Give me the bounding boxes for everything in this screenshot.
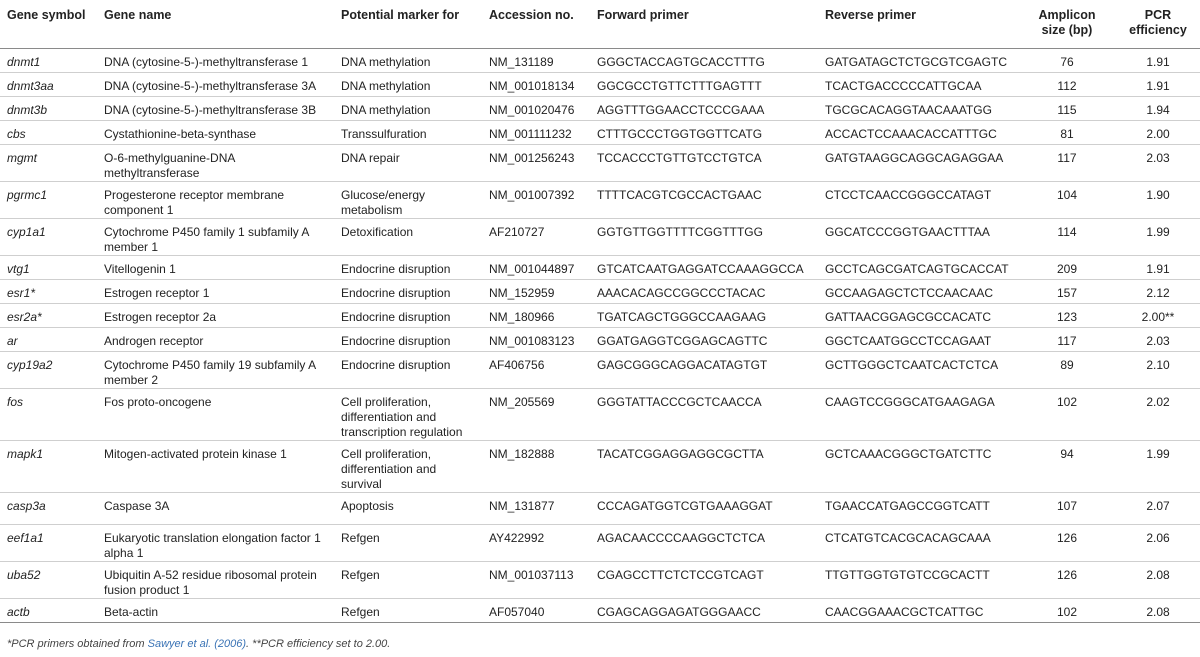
cell-amplicon-size: 126 [1056, 530, 1078, 545]
cell-marker: Endocrine disruption [341, 357, 451, 372]
header-reverse-primer: Reverse primer [825, 8, 917, 22]
cell-pcr-efficiency: 2.06 [1146, 530, 1170, 545]
cell-forward-primer: TTTTCACGTCGCCACTGAAC [597, 187, 762, 202]
cell-reverse-primer: GCCAAGAGCTCTCCAACAAC [825, 285, 994, 300]
table-row [0, 144, 1200, 181]
cell-gene-symbol: esr2a* [7, 309, 42, 324]
cell-pcr-efficiency: 1.99 [1146, 224, 1170, 239]
cell-amplicon-size: 89 [1060, 357, 1074, 372]
cell-reverse-primer: GCTTGGGCTCAATCACTCTCA [825, 357, 999, 372]
cell-amplicon-size: 209 [1056, 261, 1078, 276]
cell-reverse-primer: CTCCTCAACCGGGCCATAGT [825, 187, 992, 202]
cell-forward-primer: AGGTTTGGAACCTCCCGAAA [597, 102, 765, 117]
cell-reverse-primer: GATGTAAGGCAGGCAGAGGAA [825, 150, 1004, 165]
cell-gene-symbol: dnmt3aa [7, 78, 54, 93]
cell-reverse-primer: TGCGCACAGGTAACAAATGG [825, 102, 992, 117]
header-amplicon-size: Amplicon size (bp) [1038, 8, 1096, 37]
cell-gene-symbol: esr1* [7, 285, 36, 300]
cell-marker: Refgen [341, 567, 380, 582]
table-row [0, 255, 1200, 279]
cell-amplicon-size: 107 [1056, 498, 1078, 513]
table-row [0, 351, 1200, 388]
cell-reverse-primer: TCACTGACCCCCATTGCAA [825, 78, 982, 93]
cell-accession-no: NM_131877 [489, 498, 555, 513]
cell-marker: Apoptosis [341, 498, 394, 513]
table-row [0, 440, 1200, 492]
cell-marker: DNA methylation [341, 54, 431, 69]
table-row [0, 561, 1200, 598]
citation-link[interactable]: Sawyer et al. (2006) [147, 638, 247, 650]
cell-accession-no: NM_205569 [489, 394, 555, 409]
cell-gene-name: Progesterone receptor membrane component 1 [104, 187, 285, 217]
cell-accession-no: NM_152959 [489, 285, 555, 300]
table-row [0, 218, 1200, 255]
cell-amplicon-size: 117 [1057, 150, 1077, 165]
cell-marker: Endocrine disruption [341, 333, 451, 348]
cell-pcr-efficiency: 2.12 [1146, 285, 1170, 300]
cell-accession-no: NM_001007392 [489, 187, 575, 202]
cell-gene-symbol: eef1a1 [7, 530, 44, 545]
cell-marker: Cell proliferation, differentiation and survival [341, 446, 437, 491]
cell-accession-no: NM_001018134 [489, 78, 575, 93]
cell-accession-no: NM_001020476 [489, 102, 575, 117]
cell-gene-symbol: ar [7, 333, 18, 348]
cell-gene-name: Estrogen receptor 2a [104, 309, 217, 324]
cell-accession-no: NM_001256243 [489, 150, 575, 165]
cell-accession-no: NM_001037113 [489, 567, 574, 582]
cell-marker: DNA methylation [341, 102, 431, 117]
header-gene-symbol: Gene symbol [7, 8, 86, 22]
cell-reverse-primer: TTGTTGGTGTGTCCGCACTT [825, 567, 990, 582]
table-row [0, 181, 1200, 218]
cell-gene-symbol: fos [7, 394, 24, 409]
cell-accession-no: AF057040 [489, 604, 545, 619]
table-row [0, 303, 1200, 327]
cell-accession-no: AF210727 [489, 224, 545, 239]
cell-reverse-primer: ACCACTCCAAACACCATTTGC [825, 126, 997, 141]
cell-gene-symbol: cyp19a2 [7, 357, 53, 372]
cell-amplicon-size: 123 [1056, 309, 1078, 324]
cell-reverse-primer: GATTAACGGAGCGCCACATC [825, 309, 992, 324]
cell-reverse-primer: GGCATCCCGGTGAACTTTAA [825, 224, 990, 239]
cell-pcr-efficiency: 2.00 [1146, 126, 1170, 141]
cell-reverse-primer: CAACGGAAACGCTCATTGC [825, 604, 984, 619]
cell-accession-no: NM_001083123 [489, 333, 575, 348]
cell-forward-primer: AAACACAGCCGGCCCTACAC [597, 285, 766, 300]
cell-pcr-efficiency: 1.91 [1146, 54, 1170, 69]
cell-accession-no: NM_180966 [489, 309, 555, 324]
cell-reverse-primer: CTCATGTCACGCACAGCAAA [825, 530, 991, 545]
cell-marker: Refgen [341, 604, 380, 619]
cell-pcr-efficiency: 1.99 [1146, 446, 1170, 461]
cell-forward-primer: GGTGTTGGTTTTCGGTTTGG [597, 224, 763, 239]
cell-gene-name: Estrogen receptor 1 [104, 285, 210, 300]
header-gene-name: Gene name [104, 8, 172, 22]
cell-gene-name: DNA (cytosine-5-)-methyltransferase 1 [104, 54, 309, 69]
cell-amplicon-size: 126 [1056, 567, 1078, 582]
footnote-text-2: . **PCR efficiency set to 2.00. [246, 638, 391, 650]
cell-marker: Endocrine disruption [341, 309, 451, 324]
table-row [0, 279, 1200, 303]
cell-forward-primer: CTTTGCCCTGGTGGTTCATG [597, 126, 763, 141]
cell-forward-primer: GAGCGGGCAGGACATAGTGT [597, 357, 768, 372]
header-forward-primer: Forward primer [597, 8, 689, 22]
cell-forward-primer: TACATCGGAGGAGGCGCTTA [597, 446, 764, 461]
header-marker: Potential marker for [341, 8, 460, 22]
header-pcr-efficiency: PCR efficiency [1129, 8, 1187, 37]
cell-amplicon-size: 157 [1056, 285, 1078, 300]
cell-accession-no: NM_131189 [489, 54, 554, 69]
cell-marker: DNA methylation [341, 78, 431, 93]
cell-forward-primer: GGCGCCTGTTCTTTGAGTTT [597, 78, 762, 93]
cell-accession-no: AF406756 [489, 357, 545, 372]
header-accession: Accession no. [489, 8, 574, 22]
cell-pcr-efficiency: 2.02 [1146, 394, 1170, 409]
cell-reverse-primer: TGAACCATGAGCCGGTCATT [825, 498, 990, 513]
cell-forward-primer: AGACAACCCCAAGGCTCTCA [597, 530, 766, 545]
cell-gene-name: Caspase 3A [104, 498, 170, 513]
cell-amplicon-size: 76 [1060, 54, 1074, 69]
cell-amplicon-size: 94 [1060, 446, 1074, 461]
cell-forward-primer: GGATGAGGTCGGAGCAGTTC [597, 333, 768, 348]
table-row [0, 388, 1200, 440]
cell-gene-symbol: dnmt3b [7, 102, 48, 117]
cell-forward-primer: TCCACCCTGTTGTCCTGTCA [597, 150, 762, 165]
cell-pcr-efficiency: 2.03 [1146, 333, 1170, 348]
cell-pcr-efficiency: 1.91 [1146, 261, 1170, 276]
cell-marker: Endocrine disruption [341, 261, 451, 276]
footnote [7, 638, 390, 650]
cell-pcr-efficiency: 1.90 [1146, 187, 1170, 202]
cell-gene-symbol: pgrmc1 [7, 187, 48, 202]
cell-forward-primer: GGGCTACCAGTGCACCTTTG [597, 54, 765, 69]
cell-pcr-efficiency: 2.08 [1146, 604, 1170, 619]
cell-gene-name: Mitogen-activated protein kinase 1 [104, 446, 287, 461]
cell-gene-name: Ubiquitin A-52 residue ribosomal protein fusion product 1 [104, 567, 317, 597]
cell-marker: Detoxification [341, 224, 414, 239]
cell-gene-symbol: cyp1a1 [7, 224, 46, 239]
cell-pcr-efficiency: 2.00** [1141, 309, 1175, 324]
cell-reverse-primer: GGCTCAATGGCCTCCAGAAT [825, 333, 992, 348]
table-row [0, 524, 1200, 561]
cell-gene-name: Cytochrome P450 family 1 subfamily A member 1 [104, 224, 309, 254]
cell-gene-symbol: actb [7, 604, 30, 619]
cell-pcr-efficiency: 1.94 [1146, 102, 1170, 117]
cell-pcr-efficiency: 2.08 [1146, 567, 1170, 582]
cell-amplicon-size: 114 [1057, 224, 1077, 239]
cell-marker: Transsulfuration [341, 126, 427, 141]
table-row [0, 96, 1200, 120]
cell-marker: Endocrine disruption [341, 285, 451, 300]
cell-marker: Refgen [341, 530, 380, 545]
cell-pcr-efficiency: 1.91 [1146, 78, 1170, 93]
cell-gene-name: DNA (cytosine-5-)-methyltransferase 3A [104, 78, 317, 93]
cell-forward-primer: TGATCAGCTGGGCCAAGAAG [597, 309, 767, 324]
cell-amplicon-size: 81 [1060, 126, 1074, 141]
table-row [0, 72, 1200, 96]
cell-gene-name: DNA (cytosine-5-)-methyltransferase 3B [104, 102, 317, 117]
cell-gene-name: O-6-methylguanine-DNA methyltransferase [104, 150, 235, 180]
table-row [0, 327, 1200, 351]
footnote-text: *PCR primers obtained from [7, 638, 148, 650]
cell-pcr-efficiency: 2.07 [1146, 498, 1170, 513]
cell-gene-name: Vitellogenin 1 [104, 261, 176, 276]
cell-gene-name: Cystathionine-beta-synthase [104, 126, 257, 141]
cell-gene-symbol: cbs [7, 126, 26, 141]
cell-forward-primer: CGAGCCTTCTCTCCGTCAGT [597, 567, 764, 582]
cell-amplicon-size: 117 [1057, 333, 1077, 348]
cell-gene-symbol: uba52 [7, 567, 41, 582]
cell-forward-primer: CCCAGATGGTCGTGAAAGGAT [597, 498, 773, 513]
cell-gene-name: Eukaryotic translation elongation factor 1 alpha 1 [104, 530, 321, 560]
cell-reverse-primer: CAAGTCCGGGCATGAAGAGA [825, 394, 995, 409]
cell-accession-no: NM_182888 [489, 446, 555, 461]
table-row [0, 598, 1200, 622]
cell-gene-name: Fos proto-oncogene [104, 394, 212, 409]
cell-gene-symbol: mgmt [7, 150, 37, 165]
cell-reverse-primer: GATGATAGCTCTGCGTCGAGTC [825, 54, 1007, 69]
cell-pcr-efficiency: 2.03 [1146, 150, 1170, 165]
cell-marker: Glucose/energy metabolism [341, 187, 426, 217]
cell-forward-primer: GTCATCAATGAGGATCCAAAGGCCA [597, 261, 804, 276]
table-row [0, 48, 1200, 72]
cell-forward-primer: CGAGCAGGAGATGGGAACC [597, 604, 761, 619]
cell-accession-no: NM_001044897 [489, 261, 575, 276]
cell-marker: Cell proliferation, differentiation and transcription regulation [341, 394, 463, 439]
cell-gene-name: Androgen receptor [104, 333, 204, 348]
cell-gene-symbol: casp3a [7, 498, 46, 513]
cell-forward-primer: GGGTATTACCCGCTCAACCA [597, 394, 762, 409]
cell-amplicon-size: 112 [1057, 78, 1077, 93]
cell-accession-no: NM_001111232 [489, 126, 572, 141]
cell-amplicon-size: 104 [1056, 187, 1078, 202]
cell-gene-symbol: mapk1 [7, 446, 44, 461]
table-body [0, 48, 1200, 622]
cell-pcr-efficiency: 2.10 [1146, 357, 1170, 372]
cell-gene-name: Beta-actin [104, 604, 159, 619]
table-row [0, 120, 1200, 144]
cell-gene-name: Cytochrome P450 family 19 subfamily A member 2 [104, 357, 316, 387]
cell-gene-symbol: dnmt1 [7, 54, 41, 69]
cell-amplicon-size: 115 [1057, 102, 1077, 117]
cell-amplicon-size: 102 [1056, 604, 1078, 619]
cell-marker: DNA repair [341, 150, 400, 165]
table-row [0, 492, 1200, 524]
cell-accession-no: AY422992 [489, 530, 545, 545]
cell-gene-symbol: vtg1 [7, 261, 30, 276]
cell-amplicon-size: 102 [1056, 394, 1078, 409]
header-row [0, 0, 1200, 48]
cell-reverse-primer: GCCTCAGCGATCAGTGCACCAT [825, 261, 1009, 276]
cell-reverse-primer: GCTCAAACGGGCTGATCTTC [825, 446, 992, 461]
